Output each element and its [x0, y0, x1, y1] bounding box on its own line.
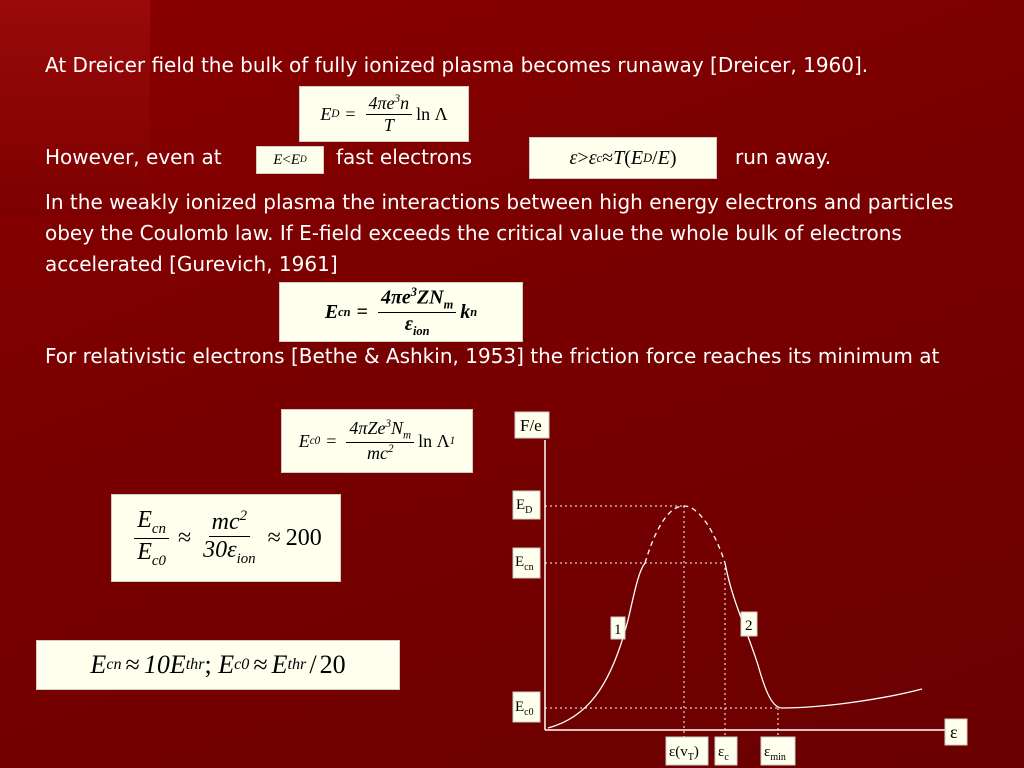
formula-sub: c	[596, 150, 603, 165]
formula-term: E	[298, 430, 310, 451]
formula-num-tail: ZN	[416, 287, 444, 310]
formula-num-tail: N	[391, 417, 404, 438]
formula-term: 10E	[143, 650, 186, 679]
formula-term: E	[630, 146, 644, 169]
tick-epsc-label: $\varepsilon_c$	[718, 744, 729, 763]
formula-op: ≈	[267, 524, 281, 551]
formula-sup: 3	[394, 92, 401, 105]
formula-term: E	[324, 300, 339, 323]
formula-den: E	[137, 538, 152, 565]
formula-op: =	[326, 430, 337, 451]
formula-paren: )	[669, 146, 677, 169]
formula-value: 20	[319, 650, 346, 679]
formula-tail: ln Λ	[418, 430, 450, 451]
formula-op: >	[577, 146, 589, 169]
formula-den: T	[383, 114, 394, 135]
formula-sub: m	[443, 298, 454, 313]
formula-sup: 2	[387, 443, 394, 456]
formula-sub: thr	[287, 656, 307, 673]
formula-op: <	[282, 151, 291, 168]
formula-paren: (	[624, 146, 631, 169]
formula-sub: c0	[151, 552, 166, 569]
formula-op: ≈	[253, 650, 268, 679]
formula-den: mc	[366, 443, 388, 464]
formula-op: =	[345, 103, 356, 124]
formula-sub: c0	[309, 435, 321, 447]
formula-separator: ;	[204, 650, 219, 679]
formula-term: ε	[588, 146, 597, 169]
formula-sub: ion	[236, 551, 256, 568]
formula-tail: ln Λ	[416, 103, 448, 124]
curve2-label: 2	[745, 618, 753, 634]
curve-peak-dashed	[645, 506, 725, 563]
formula-sub: c0	[234, 656, 250, 673]
curve-branch-1	[548, 563, 645, 728]
relativistic-paragraph: For relativistic electrons [Bethe & Ashkin, 1953] the friction force reaches its minimum at	[45, 344, 940, 368]
formula-num: mc	[211, 508, 240, 535]
x-axis-label: ε	[950, 722, 958, 742]
formula-term: E	[273, 151, 283, 168]
formula-num: 4πZe	[349, 417, 386, 438]
formula-term: ε	[569, 146, 578, 169]
formula-sub: D	[331, 108, 340, 120]
formula-num: E	[137, 506, 152, 533]
formula-op: ≈	[602, 146, 614, 169]
formula-term: E	[218, 650, 235, 679]
formula-sub: n	[470, 304, 478, 319]
ec0-label: $E_{c0}$	[515, 699, 534, 718]
run-away-text: run away.	[735, 145, 832, 169]
formula-sup: 3	[385, 417, 392, 430]
formula-term: T	[613, 146, 625, 169]
curve1-label: 1	[614, 622, 622, 638]
formula-num: 4πe	[368, 92, 395, 113]
formula-sub: D	[300, 155, 307, 165]
formula-value: 200	[285, 524, 322, 551]
formula-sub: D	[643, 150, 653, 165]
ed-label: $E_D$	[516, 497, 533, 516]
formula-num: 4πe	[380, 287, 411, 310]
formula-term: E	[290, 151, 301, 168]
formula-op: ≈	[177, 524, 192, 551]
y-axis-label: F/e	[520, 416, 542, 435]
formula-term: E	[320, 103, 332, 124]
formula-sub: cn	[338, 304, 351, 319]
formula-op: ≈	[125, 650, 140, 679]
formula-sup: 2	[239, 507, 248, 524]
ecn-label: $E_{cn}$	[515, 554, 534, 573]
weakly-ionized-paragraph: In the weakly ionized plasma the interactions between high energy electrons and particles obey the Coulomb law. If E-field exceeds the critical value the whole bulk of electrons accelerated [Gurevich, 1961]	[45, 190, 954, 276]
formula-term: E	[271, 650, 288, 679]
formula-term: E	[657, 146, 670, 169]
formula-sub: ion	[412, 324, 430, 339]
formula-op: /	[309, 650, 317, 679]
tick-epsmin-label: $\varepsilon_{min}$	[764, 744, 786, 763]
formula-sub: cn	[106, 656, 122, 673]
formula-term: E	[90, 650, 107, 679]
formula-tail: k	[460, 300, 471, 323]
formula-den: ε	[404, 313, 413, 336]
formula-den: 30ε	[203, 537, 237, 564]
formula-sup: 3	[410, 285, 417, 300]
formula-sub: thr	[185, 656, 205, 673]
however-text: However, even at	[45, 145, 222, 169]
formula-sub: 1	[449, 435, 456, 447]
formula-op: /	[652, 146, 658, 169]
fast-electrons-text: fast electrons	[336, 145, 473, 169]
formula-sub: m	[403, 429, 412, 442]
formula-sub: cn	[151, 520, 166, 537]
formula-op: =	[356, 300, 368, 323]
tick-vt-label: $\varepsilon(v_T)$	[669, 744, 699, 763]
formula-num-tail: n	[400, 92, 410, 113]
dreicer-statement: At Dreicer field the bulk of fully ionized plasma becomes runaway [Dreicer, 1960].	[45, 53, 869, 77]
